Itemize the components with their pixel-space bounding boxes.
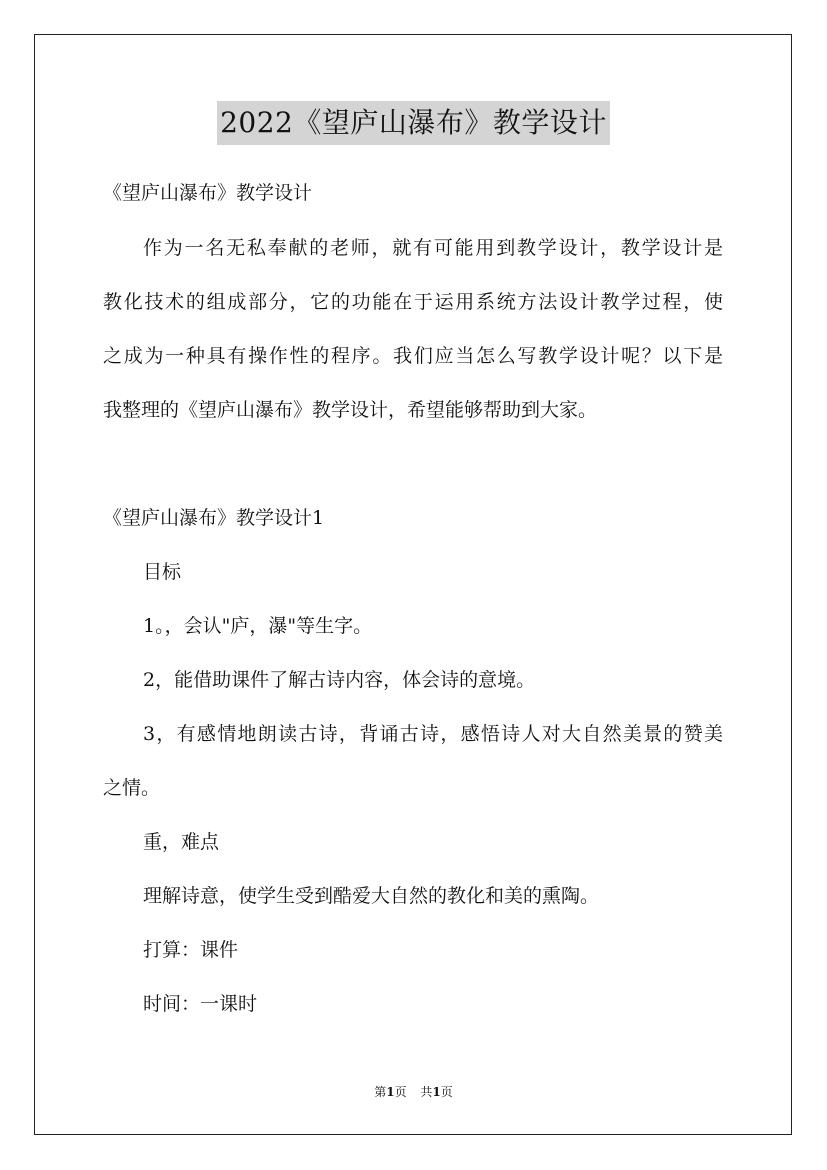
preparation-text: 打算：课件 bbox=[143, 939, 239, 961]
intro-paragraph-line: 作为一名无私奉献的老师，就有可能用到教学设计，教学设计是 bbox=[143, 237, 723, 259]
key-points-text: 理解诗意，使学生受到酷爱大自然的教化和美的熏陶。 bbox=[143, 885, 600, 907]
intro-heading: 《望庐山瀑布》教学设计 bbox=[103, 182, 313, 204]
document-title: 2022《望庐山瀑布》教学设计 bbox=[217, 101, 610, 145]
goal-item: 3，有感情地朗读古诗，背诵古诗，感悟诗人对大自然美景的赞美 bbox=[143, 723, 723, 745]
goal-item: 2，能借助课件了解古诗内容，体会诗的意境。 bbox=[143, 669, 536, 691]
section-heading: 《望庐山瀑布》教学设计1 bbox=[103, 507, 325, 529]
goal-item: 1。，会认"庐，瀑"等生字。 bbox=[143, 615, 373, 637]
goal-item-continued: 之情。 bbox=[103, 777, 161, 799]
total-pages: 1 bbox=[432, 1085, 441, 1099]
total-label-prefix: 共 bbox=[420, 1085, 433, 1099]
total-label-suffix: 页 bbox=[440, 1085, 453, 1099]
page-number: 1 bbox=[386, 1085, 395, 1099]
intro-paragraph-line: 之成为一种具有操作性的程序。我们应当怎么写教学设计呢？以下是 bbox=[103, 345, 723, 367]
key-points-label: 重，难点 bbox=[143, 831, 220, 853]
intro-paragraph-line: 我整理的《望庐山瀑布》教学设计，希望能够帮助到大家。 bbox=[103, 399, 598, 421]
time-text: 时间：一课时 bbox=[143, 993, 258, 1015]
goal-label: 目标 bbox=[143, 561, 182, 583]
title-container bbox=[0, 101, 827, 145]
page-footer bbox=[0, 1083, 827, 1101]
intro-paragraph-line: 教化技术的组成部分，它的功能在于运用系统方法设计教学过程，使 bbox=[103, 291, 723, 313]
page-label-suffix: 页 bbox=[394, 1085, 407, 1099]
page-label-prefix: 第 bbox=[374, 1085, 387, 1099]
